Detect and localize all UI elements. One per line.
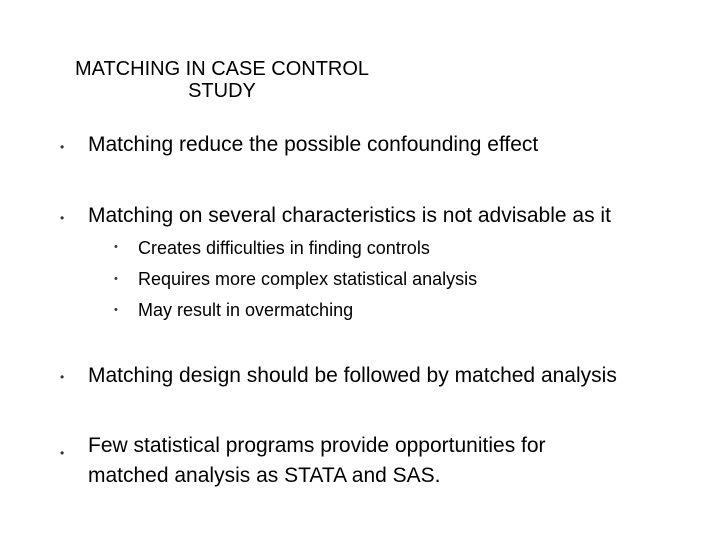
bullet-text-3: Matching design should be followed by matched analysis bbox=[88, 364, 617, 387]
slide-title-line-1: MATCHING IN CASE CONTROL bbox=[74, 58, 370, 80]
bullet-text-2: Matching on several characteristics is not advisable as it bbox=[88, 204, 611, 227]
sub-bullet-icon: • bbox=[114, 241, 118, 253]
bullet-icon: • bbox=[60, 446, 65, 460]
bullet-text-4-line-2: matched analysis as STATA and SAS. bbox=[88, 464, 441, 487]
sub-bullet-icon: • bbox=[114, 304, 118, 316]
bullet-text-4-line-1: Few statistical programs provide opportunities for bbox=[88, 434, 546, 457]
sub-bullet-text-3: May result in overmatching bbox=[138, 300, 354, 320]
bullet-icon: • bbox=[60, 370, 65, 384]
bullet-text-1: Matching reduce the possible confounding effect bbox=[88, 133, 539, 156]
sub-bullet-text-2: Requires more complex statistical analysis bbox=[138, 269, 478, 289]
bullet-icon: • bbox=[60, 140, 65, 154]
sub-bullet-text-1: Creates difficulties in finding controls bbox=[138, 238, 430, 258]
bullet-icon: • bbox=[60, 211, 65, 225]
sub-bullet-icon: • bbox=[114, 273, 118, 285]
slide-title-line-2: STUDY bbox=[188, 80, 256, 102]
slide-title bbox=[57, 58, 387, 102]
